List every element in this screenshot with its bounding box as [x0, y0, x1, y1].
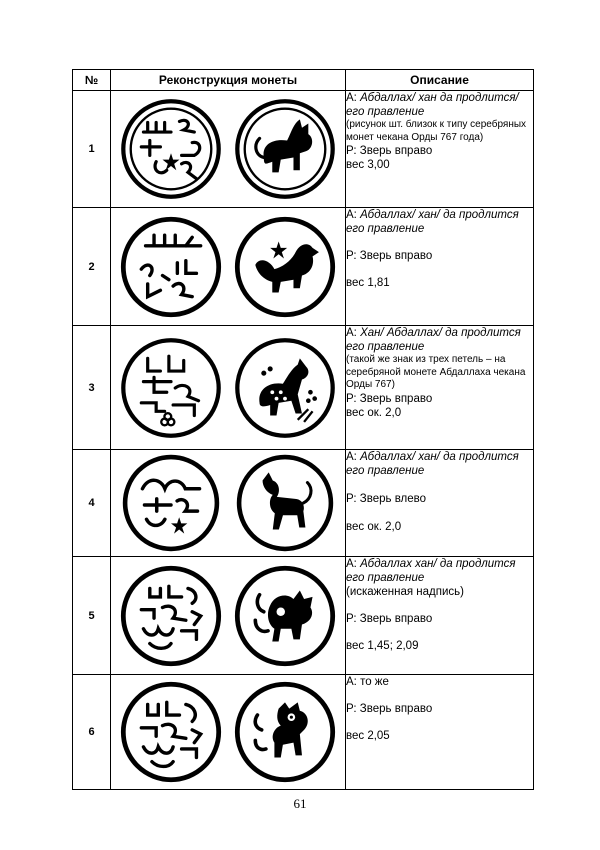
coin-images	[111, 91, 346, 208]
weight: вес 1,81	[346, 277, 390, 289]
row-number: 3	[73, 326, 111, 450]
weight: вес ок. 2,0	[346, 521, 402, 533]
row-number: 2	[73, 208, 111, 326]
coin-reverse-image	[232, 214, 338, 320]
table-header-row	[73, 70, 534, 91]
obverse-legend: Хан/ Абдаллах/ да продлится его правление	[346, 327, 521, 353]
obverse-legend: Абдаллах/ хан да продлится/ его правление	[346, 92, 519, 118]
coin-obverse-image	[118, 96, 224, 202]
obverse-description: А: Абдаллах/ хан/ да продлится его правление	[346, 451, 519, 477]
row-number: 6	[73, 675, 111, 790]
table-row	[73, 450, 534, 557]
reverse-description: Р: Зверь вправо	[346, 145, 433, 157]
obverse-description: А: Абдаллах/ хан/ да продлится его правление	[346, 209, 519, 235]
coin-obverse-image	[118, 679, 224, 785]
description-cell	[346, 557, 534, 675]
coin-images	[111, 675, 346, 790]
description-cell	[346, 208, 534, 326]
coin-table	[72, 69, 534, 790]
obverse-legend: то же	[360, 676, 389, 688]
obverse-legend: Абдаллах/ хан/ да продлится его правление	[346, 209, 519, 235]
coin-obverse-image	[118, 214, 224, 320]
coin-reverse-image	[234, 452, 336, 554]
obverse-description: А: Абдаллах/ хан да продлится/ его правление	[346, 92, 519, 118]
header-description: Описание	[346, 70, 534, 91]
weight: вес 2,05	[346, 730, 390, 742]
obverse-legend: Абдаллах хан/ да продлится его правление	[346, 558, 516, 584]
obverse-description: А: Хан/ Абдаллах/ да продлится его правление	[346, 327, 521, 353]
description-cell	[346, 326, 534, 450]
reverse-description: Р: Зверь вправо	[346, 250, 433, 262]
coin-obverse-image	[118, 335, 224, 441]
row-number: 4	[73, 450, 111, 557]
description-note: (такой же знак из трех петель – на серебряной монете Абдаллаха чекана Орды 767)	[346, 354, 526, 390]
reverse-description: Р: Зверь вправо	[346, 392, 433, 405]
header-number: №	[73, 70, 111, 91]
weight: вес 3,00	[346, 159, 390, 171]
table-row	[73, 557, 534, 675]
coin-images	[111, 450, 346, 557]
reverse-description: Р: Зверь вправо	[346, 613, 433, 625]
row-number: 5	[73, 557, 111, 675]
coin-reverse-image	[232, 335, 338, 441]
weight: вес ок. 2,0	[346, 406, 402, 419]
obverse-description: А: Абдаллах хан/ да продлится его правление	[346, 558, 516, 584]
page-number: 61	[293, 796, 307, 811]
obverse-description: А: то же	[346, 676, 389, 688]
description-cell	[346, 675, 534, 790]
description-cell	[346, 91, 534, 208]
table-row	[73, 91, 534, 208]
table-row	[73, 208, 534, 326]
table-row	[73, 675, 534, 790]
coin-reverse-image	[232, 96, 338, 202]
table-row	[73, 326, 534, 450]
obverse-legend: Абдаллах/ хан/ да продлится его правление	[346, 451, 519, 477]
coin-images	[111, 208, 346, 326]
coin-obverse-image	[118, 563, 224, 669]
reverse-description: Р: Зверь влево	[346, 493, 427, 505]
coin-images	[111, 557, 346, 675]
coin-reverse-image	[232, 563, 338, 669]
description-note: (рисунок шт. близок к типу серебряных монет чекана Орды 767 года)	[346, 119, 527, 143]
coin-images	[111, 326, 346, 450]
row-number: 1	[73, 91, 111, 208]
description-cell	[346, 450, 534, 557]
header-coin-reconstruction: Реконструкция монеты	[111, 70, 346, 91]
coin-obverse-image	[120, 452, 222, 554]
weight: вес 1,45; 2,09	[346, 640, 419, 652]
reverse-description: Р: Зверь вправо	[346, 703, 433, 715]
description-note: (искаженная надпись)	[346, 586, 464, 598]
coin-reverse-image	[232, 679, 338, 785]
